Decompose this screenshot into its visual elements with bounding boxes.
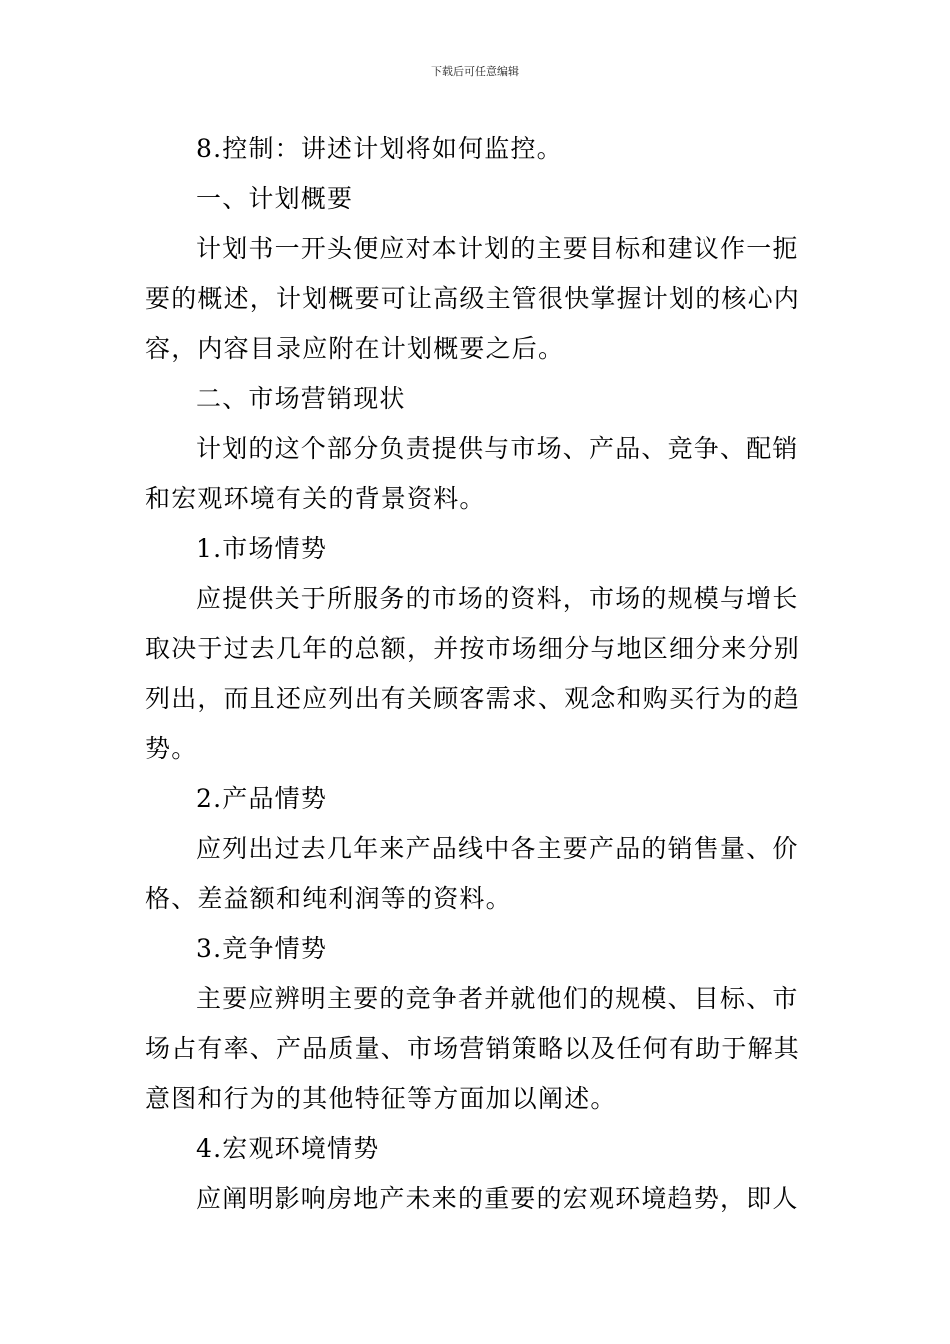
text-line: 2.产品情势 — [196, 784, 328, 813]
text-line: 意图和行为的其他特征等方面加以阐述。 — [145, 1084, 617, 1113]
text-line: 主要应辨明主要的竞争者并就他们的规模、目标、市 — [196, 984, 799, 1013]
text-line: 计划的这个部分负责提供与市场、产品、竞争、配销 — [196, 434, 799, 463]
page-header: 下载后可任意编辑 — [431, 65, 519, 78]
text-line: 一、计划概要 — [196, 184, 354, 213]
text-line: 4.宏观环境情势 — [196, 1134, 380, 1163]
text-line: 计划书一开头便应对本计划的主要目标和建议作一扼 — [196, 234, 799, 263]
document-body — [145, 124, 810, 1224]
text-line: 格、差益额和纯利润等的资料。 — [145, 884, 512, 913]
text-line: 和宏观环境有关的背景资料。 — [145, 484, 486, 513]
text-line: 势。 — [145, 734, 198, 763]
text-line: 3.竞争情势 — [196, 934, 328, 963]
text-line: 二、市场营销现状 — [196, 384, 406, 413]
text-line: 1.市场情势 — [196, 534, 328, 563]
text-line: 应提供关于所服务的市场的资料，市场的规模与增长 — [196, 584, 799, 613]
text-line: 列出，而且还应列出有关顾客需求、观念和购买行为的趋 — [145, 684, 801, 713]
text-line: 取决于过去几年的总额，并按市场细分与地区细分来分别 — [145, 634, 801, 663]
text-line: 应阐明影响房地产未来的重要的宏观环境趋势，即人 — [196, 1184, 799, 1213]
text-line: 场占有率、产品质量、市场营销策略以及任何有助于解其 — [145, 1034, 801, 1063]
text-line: 8.控制：讲述计划将如何监控。 — [196, 134, 563, 163]
text-line: 要的概述，计划概要可让高级主管很快掌握计划的核心内 — [145, 284, 801, 313]
text-line: 应列出过去几年来产品线中各主要产品的销售量、价 — [196, 834, 799, 863]
text-line: 容，内容目录应附在计划概要之后。 — [145, 334, 565, 363]
